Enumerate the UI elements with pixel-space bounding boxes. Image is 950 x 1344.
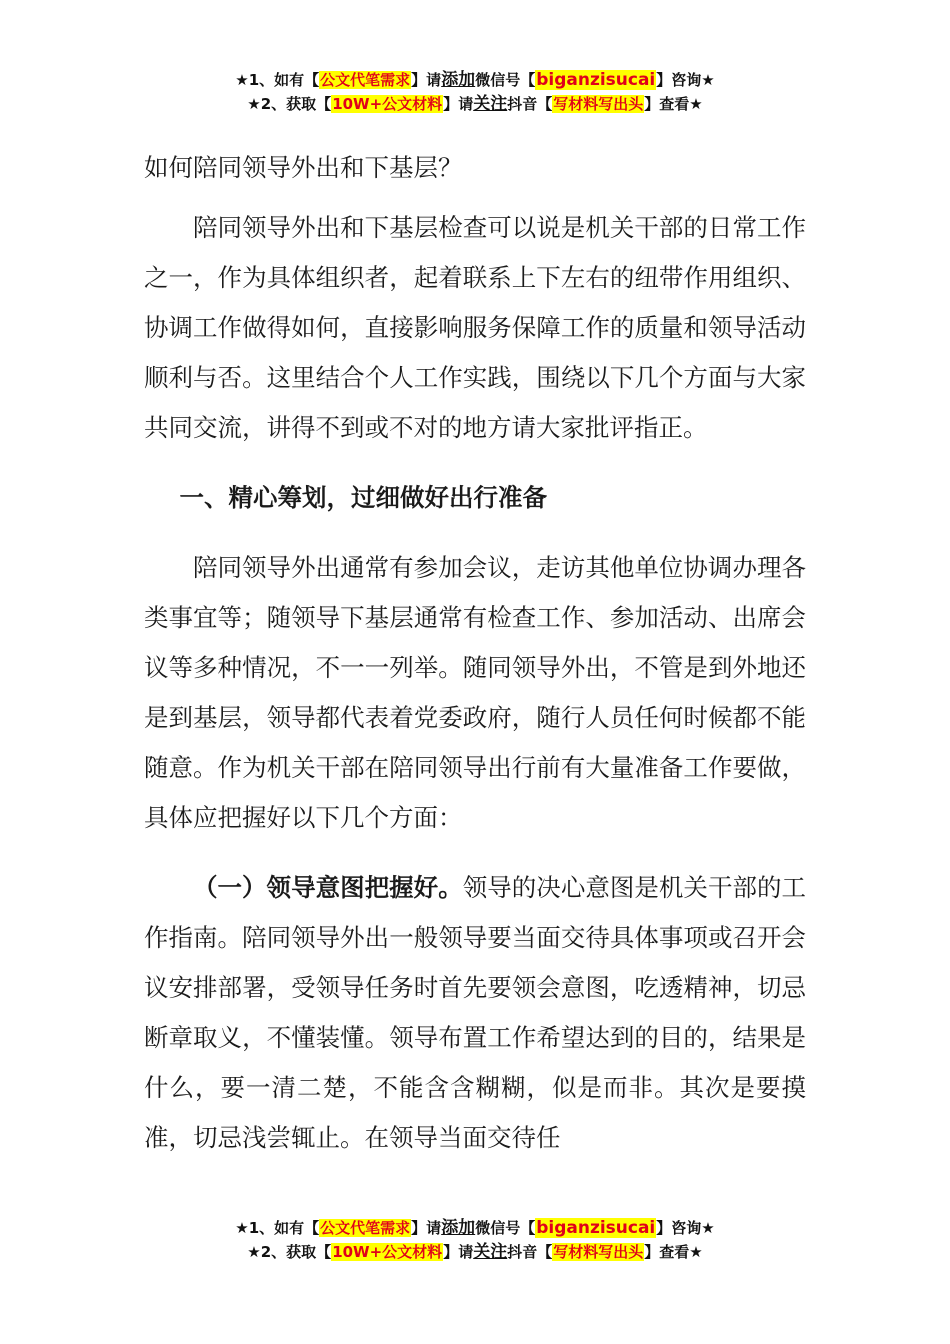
banner-highlight: biganzisucai	[536, 70, 656, 90]
banner-line-2	[0, 92, 950, 116]
banner-highlight: 写材料写出头	[553, 95, 644, 113]
banner-text: 抖音【	[507, 1243, 553, 1261]
banner-line-1	[0, 68, 950, 92]
banner-highlight: 公文代笔需求	[320, 1219, 411, 1237]
banner-text: 】请	[443, 1243, 474, 1261]
section-paragraph: 陪同领导外出通常有参加会议，走访其他单位协调办理各类事宜等；随领导下基层通常有检查工作、参加活动、出席会议等多种情况，不一一列举。随同领导外出，不管是到外地还是到基层，领导都代表着党委政府，随行人员任何时候都不能随意。作为机关干部在陪同领导出行前有大量准备工作要做，具体应把握好以下几个方面：	[144, 553, 806, 832]
banner-text: 微信号【	[475, 1219, 536, 1237]
section-heading: 一、精心筹划，过细做好出行准备	[179, 483, 548, 512]
banner-highlight: 10W+公文材料	[332, 95, 443, 113]
intro-paragraph: 陪同领导外出和下基层检查可以说是机关干部的日常工作之一，作为具体组织者，起着联系上下左右的纽带作用组织、协调工作做得如何，直接影响服务保障工作的质量和领导活动顺利与否。这里结合个人工作实践，围绕以下几个方面与大家共同交流，讲得不到或不对的地方请大家批评指正。	[144, 213, 806, 442]
banner-text: ★2、获取【	[247, 1243, 332, 1261]
footer-banner	[0, 1216, 950, 1264]
subsection-text: 领导的决心意图是机关干部的工作指南。陪同领导外出一般领导要当面交待具体事项或召开会议安排部署，受领导任务时首先要领会意图，吃透精神，切忌断章取义，不懂装懂。领导布置工作希望达到的目的，结果是什么，要一清二楚，不能含含糊糊，似是而非。其次是要摸准，切忌浅尝辄止。在领导当面交待任	[144, 873, 807, 1152]
banner-underline: 添加	[441, 70, 476, 90]
banner-highlight: 10W+公文材料	[332, 1243, 443, 1261]
banner-line-1	[0, 1216, 950, 1240]
banner-highlight: 公文代笔需求	[320, 71, 411, 89]
banner-highlight: biganzisucai	[536, 1218, 656, 1238]
banner-text: 】请	[411, 71, 442, 89]
banner-text: ★2、获取【	[247, 95, 332, 113]
banner-text: ★1、如有【	[235, 1219, 320, 1237]
banner-underline: 关注	[473, 1242, 508, 1262]
banner-text: 】咨询★	[656, 1219, 715, 1237]
banner-text: 】请	[411, 1219, 442, 1237]
banner-text: ★1、如有【	[235, 71, 320, 89]
banner-text: 微信号【	[475, 71, 536, 89]
banner-underline: 添加	[441, 1218, 476, 1238]
subsection-paragraph	[144, 863, 806, 1163]
header-banner	[0, 68, 950, 116]
document-body	[144, 143, 806, 1163]
banner-highlight: 写材料写出头	[553, 1243, 644, 1261]
subsection-lead: （一）领导意图把握好。	[193, 873, 463, 902]
banner-underline: 关注	[473, 94, 508, 114]
banner-text: 】咨询★	[656, 71, 715, 89]
banner-text: 】查看★	[644, 95, 703, 113]
banner-text: 】查看★	[644, 1243, 703, 1261]
banner-text: 】请	[443, 95, 474, 113]
banner-text: 抖音【	[507, 95, 553, 113]
banner-line-2	[0, 1240, 950, 1264]
document-title: 如何陪同领导外出和下基层？	[144, 153, 463, 182]
